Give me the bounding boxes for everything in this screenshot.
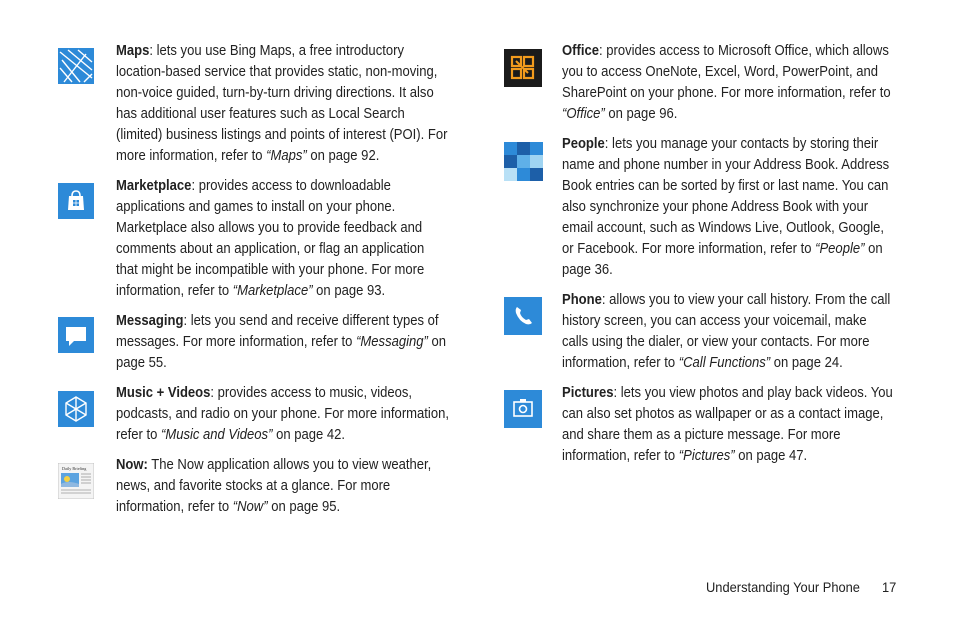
now-icon — [58, 463, 94, 499]
footer-page-number: 17 — [882, 579, 897, 595]
music-videos-icon — [58, 391, 94, 427]
messaging-description: Messaging: lets you send and receive different types of messages. For more information, refer to “Messaging” on page 55. — [116, 313, 447, 371]
maps-icon — [58, 48, 94, 84]
people-icon — [504, 142, 543, 181]
pictures-description: Pictures: lets you view photos and play back videos. You can also set photos as wallpaper or as a contact image, and share them as a picture message. For more information, refer to “Pictures” on page 47. — [562, 385, 893, 464]
messaging-icon — [58, 317, 94, 353]
music-videos-description: Music + Videos: provides access to music, videos, podcasts, and radio on your phone. For more information, refer to “Music and Videos” on page 42. — [116, 385, 449, 443]
phone-icon — [504, 297, 542, 335]
maps-description: Maps: lets you use Bing Maps, a free introductory location-based service that provides static, non-moving, non-voice guided, turn-by-turn driving directions. It also has additional user features such as Local Search (limited) business listings and points of interest (POI). For more information, refer to “Maps” on page 92. — [116, 43, 448, 164]
marketplace-description: Marketplace: provides access to downloadable applications and games to install on your phone. Marketplace also allows you to provide feedback and comments about an application, or flag an application that might be incompatible with your phone. For more information, refer to “Marketplace” on page 93. — [116, 178, 425, 299]
people-description: People: lets you manage your contacts by storing their name and phone number in your Address Book. Address Book entries can be sorted by first or last name. You can also synchronize your phone Address Book with your email account, such as Windows Live, Outlook, Google, or Facebook. For more information, refer to “People” on page 36. — [562, 136, 890, 278]
office-icon — [504, 49, 542, 87]
now-description: Now: The Now application allows you to view weather, news, and favorite stocks at a glance. For more information, refer to “Now” on page 95. — [116, 457, 432, 515]
footer-section-title: Understanding Your Phone — [706, 579, 860, 595]
pictures-icon — [504, 390, 542, 428]
marketplace-icon — [58, 183, 94, 219]
office-description: Office: provides access to Microsoft Office, which allows you to access OneNote, Excel, Word, PowerPoint, and SharePoint on your phone. For more information, refer to “Office” on page 96. — [562, 43, 891, 122]
now-icon-caption: Daily Briefing — [62, 466, 87, 471]
phone-description: Phone: allows you to view your call history. From the call history screen, you can access your voicemail, make calls using the dialer, or view your contacts. For more information, refer to “Call Functions” on page 24. — [562, 292, 891, 371]
